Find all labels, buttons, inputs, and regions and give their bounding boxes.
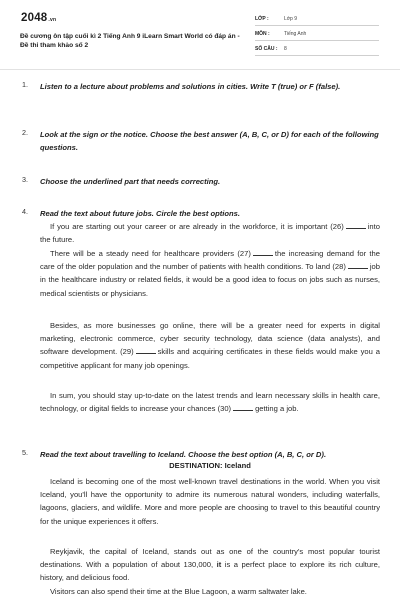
text-segment: into the future. [40, 222, 380, 245]
answer-blank [348, 261, 368, 269]
text-segment: getting a job. [255, 404, 299, 414]
text-segment: skills and acquiring certificates in these fields would make you a competitive applicant for many job openings. [40, 347, 380, 370]
q5-paragraph-1: Iceland is becoming one of the most well-known travel destinations in the world. When you visit Iceland, you'll have the opportunity to admire its numerous natural wonders, including waterfalls, lagoons, glaciers, and wildlife. More and more people are choosing to travel to this beautiful country for the unique experiences it offers. [40, 477, 380, 526]
answer-blank [136, 346, 156, 354]
q5-paragraph-3: Visitors can also spend their time at the Blue Lagoon, a warm saltwater lake. [50, 587, 307, 596]
emphasized-word: it [216, 560, 222, 570]
question-instruction: Listen to a lecture about problems and solutions in cities. Write T (true) or F (false). [40, 82, 341, 91]
answer-blank [253, 248, 273, 256]
meta-question-count [255, 43, 379, 56]
meta-subject-key: MÔN : [255, 31, 270, 37]
answer-blank [233, 403, 253, 411]
question-instruction: Read the text about future jobs. Circle the best options. [40, 209, 240, 218]
question-number: 4. [22, 207, 28, 216]
question-instruction: Choose the underlined part that needs correcting. [40, 177, 221, 186]
meta-class-value: Lớp 9 [284, 16, 298, 22]
meta-class [255, 13, 379, 26]
q5-paragraph-2 [40, 545, 380, 585]
q4-paragraph-1 [40, 220, 380, 246]
logo-main: 2048 [21, 12, 48, 24]
passage-title: DESTINATION: Iceland [169, 461, 251, 470]
q4-paragraph-3 [40, 319, 380, 372]
text-segment: If you are starting out your career or are already in the workforce, it is important (26) [50, 222, 344, 231]
question-number: 3. [22, 175, 28, 184]
document-title: Đề cương ôn tập cuối kì 2 Tiếng Anh 9 iLearn Smart World có đáp án - Đề thi tham khảo số 2 [20, 33, 240, 49]
meta-count-key: SỐ CÂU : [255, 46, 278, 52]
q4-paragraph-4 [40, 389, 380, 415]
text-segment: There will be a steady need for healthcare providers (27) [50, 249, 251, 258]
text-segment: the increasing demand for the care of the older population and the number of patients with health conditions. To land (28) [40, 249, 380, 272]
meta-subject-value: Tiếng Anh [284, 31, 307, 37]
question-number: 5. [22, 448, 28, 457]
answer-blank [346, 221, 366, 229]
text-segment: is a perfect place to explore its rich culture, history, and delicious food. [40, 560, 380, 583]
question-number: 2. [22, 128, 28, 137]
document-header [0, 0, 400, 66]
site-logo[interactable] [21, 12, 56, 24]
text-segment: In sum, you should stay up-to-date on the latest trends and learn necessary skills in health care, technology, or digital fields to increase your chances (30) [40, 391, 380, 414]
meta-subject [255, 28, 379, 41]
question-instruction: Read the text about travelling to Iceland. Choose the best option (A, B, C, or D). [40, 450, 327, 459]
logo-tld: .vn [48, 17, 57, 23]
question-number: 1. [22, 80, 28, 89]
question-instruction: Look at the sign or the notice. Choose the best answer (A, B, C, or D) for each of the following questions. [40, 130, 379, 152]
meta-count-value: 8 [284, 46, 287, 52]
header-divider [0, 69, 400, 70]
text-segment: Besides, as more businesses go online, there will be a greater need for experts in digital marketing, electronic commerce, cyber security technology, data science (data analysts), and software development. (29) [40, 321, 380, 357]
text-segment: job in the healthcare industry or related fields, it would be a good idea to focus on jobs such as nurses, medical scientists or physicians. [40, 262, 380, 298]
q4-paragraph-2 [40, 247, 380, 300]
meta-class-key: LỚP : [255, 16, 269, 22]
text-segment: Reykjavik, the capital of Iceland, stands out as one of the country's most popular tourist destinations. With a population of about 130,000, [40, 547, 380, 570]
